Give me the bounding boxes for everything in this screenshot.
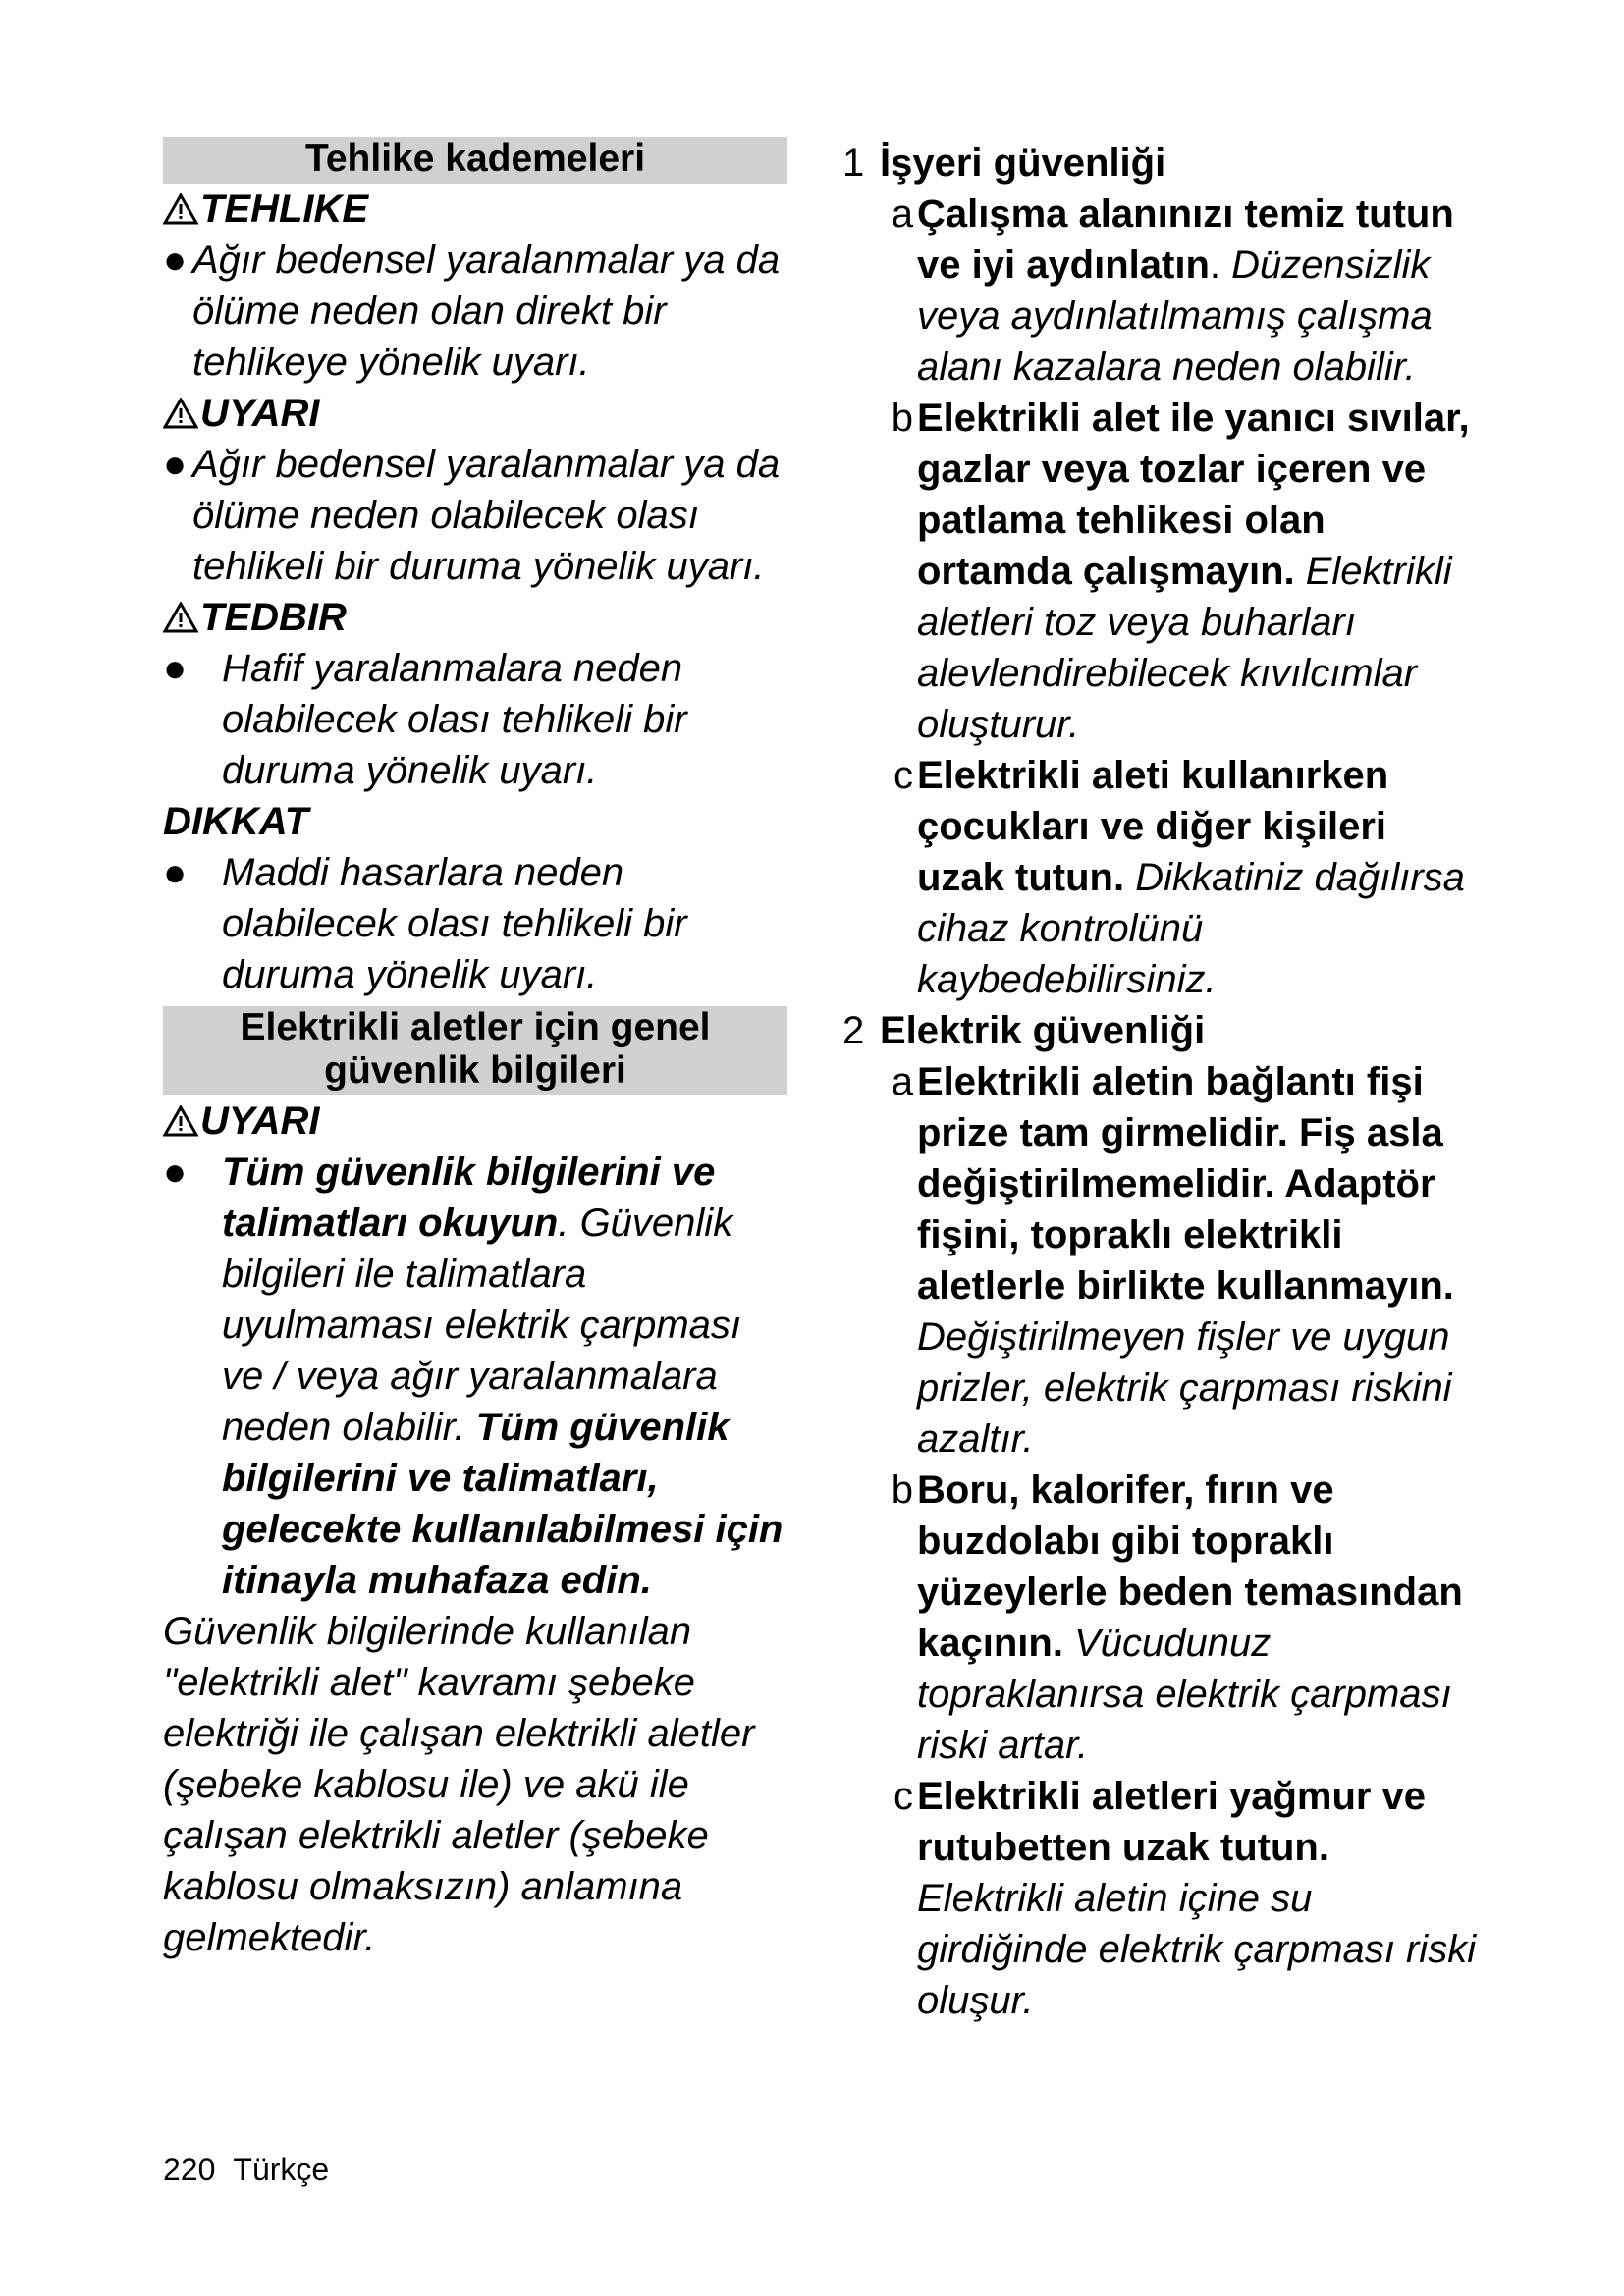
section-2-item-c: c Elektrikli aletleri yağmur ve rutubetten uzak tutun. Elektrikli aletin içine su girdiğinde elektrik çarpması riski oluşur. bbox=[893, 1775, 1477, 2022]
dikkat-bullet: ● Maddi hasarlara neden olabilecek olası tehlikeli bir duruma yönelik uyarı. bbox=[163, 851, 687, 996]
uyari-label: UYARI bbox=[163, 388, 787, 439]
warning-triangle-icon bbox=[163, 398, 198, 429]
uyari-bullet: ● Ağır bedensel yaralanmalar ya da ölüme neden olabilecek olası tehlikeli bir duruma yönelik uyarı. bbox=[163, 443, 781, 588]
uyari2-label: UYARI bbox=[163, 1095, 787, 1147]
section-1-item-b: b Elektrikli alet ile yanıcı sıvılar, gazlar veya tozlar içeren ve patlama tehlikesi olan ortamda çalışmayın. Elektrikli aletleri toz veya buharları alevlendirebilecek kıvılcımlar oluşturur. bbox=[891, 397, 1470, 746]
tehlike-label: TEHLIKE bbox=[163, 184, 787, 235]
tedbir-bullet: ● Hafif yaralanmalara neden olabilecek olası tehlikeli bir duruma yönelik uyarı. bbox=[163, 647, 687, 792]
section-1-item-a: a Çalışma alanınızı temiz tutun ve iyi aydınlatın. Düzensizlik veya aydınlatılmamış çalışma alanı kazalara neden olabilir. bbox=[891, 192, 1454, 389]
right-column bbox=[842, 137, 1481, 2026]
tedbir-label: TEDBIR bbox=[163, 592, 787, 643]
page-footer bbox=[163, 2152, 347, 2188]
language-label: Türkçe bbox=[233, 2152, 330, 2187]
hazard-levels-heading: Tehlike kademeleri bbox=[163, 137, 787, 184]
section-1-heading: 1 İşyeri güvenliği bbox=[842, 141, 1166, 185]
tehlike-bullet: ● Ağır bedensel yaralanmalar ya da ölüme neden olan direkt bir tehlikeye yönelik uyarı. bbox=[163, 239, 781, 384]
warning-triangle-icon bbox=[163, 1105, 198, 1137]
dikkat-label: DIKKAT bbox=[163, 800, 309, 843]
section-1-item-c: c Elektrikli aleti kullanırken çocukları ve diğer kişileri uzak tutun. Dikkatiniz dağılırsa cihaz kontrolünü kaybedebilirsiniz. bbox=[893, 754, 1465, 1001]
section-2-heading: 2 Elektrik güvenliği bbox=[842, 1009, 1206, 1052]
section-2-item-b: b Boru, kalorifer, fırın ve buzdolabı gibi topraklı yüzeylerle beden temasından kaçının. Vücudunuz topraklanırsa elektrik çarpması riski artar. bbox=[891, 1468, 1463, 1767]
general-safety-heading: Elektrikli aletler için genel güvenlik bilgileri bbox=[163, 1006, 787, 1095]
definition-paragraph: Güvenlik bilgilerinde kullanılan "elektrikli alet" kavramı şebeke elektriği ile çalışan elektrikli aletler (şebeke kablosu ile) ve akü ile çalışan elektrikli aletler (şebeke kablosu olmaksızın) anlamına gelmektedir. bbox=[163, 1610, 755, 1959]
section-2-item-a: a Elektrikli aletin bağlantı fişi prize tam girmelidir. Fiş asla değiştirilmemelidir. Adaptör fişini, topraklı elektrikli aletlerle birlikte kullanmayın. Değiştirilmeyen fişler ve uygun prizler, elektrik çarpması riskini azaltır. bbox=[891, 1060, 1454, 1461]
warning-triangle-icon bbox=[163, 193, 198, 225]
read-instructions-bullet: ● Tüm güvenlik bilgilerini ve talimatları okuyun. Güvenlik bilgileri ile talimatlara uyulmaması elektrik çarpması ve / veya ağır yaralanmalara neden olabilir. Tüm güvenlik bilgilerini ve talimatları, gelecekte kullanılabilmesi için itinayla muhafaza edin. bbox=[163, 1150, 784, 1602]
page-number: 220 bbox=[163, 2152, 216, 2187]
warning-triangle-icon bbox=[163, 602, 198, 633]
left-column bbox=[163, 137, 787, 1963]
